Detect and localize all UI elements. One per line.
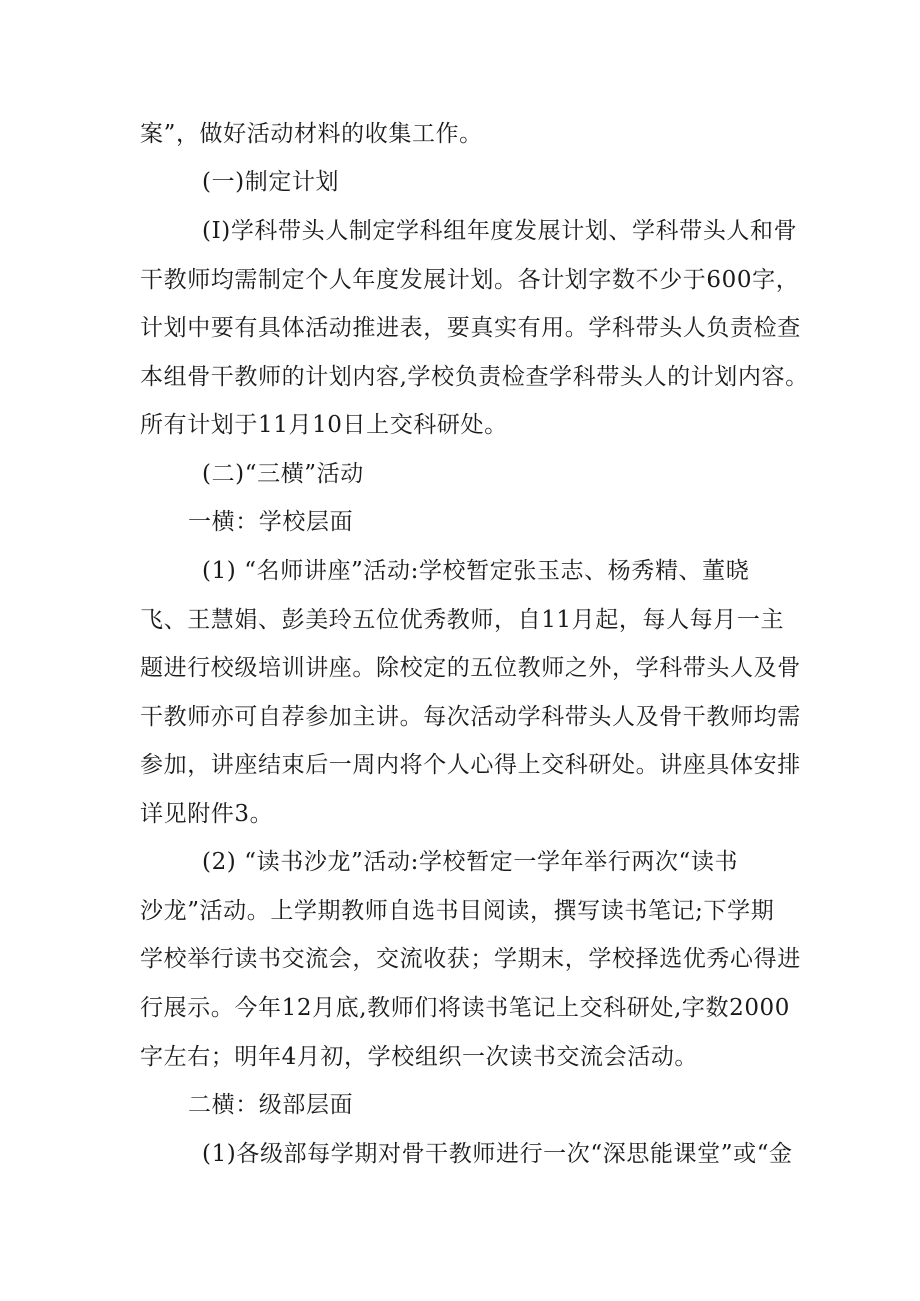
text-line: 干教师亦可自荐参加主讲。每次活动学科带头人及骨干教师均需	[140, 704, 801, 730]
text-line: 计划中要有具体活动推进表，要真实有用。学科带头人负责检查	[140, 315, 801, 341]
section-heading: (二)“三横”活动	[202, 461, 364, 487]
text-line: 参加，讲座结束后一周内将个人心得上交科研处。讲座具体安排	[140, 752, 801, 778]
text-line: (1)各级部每学期对骨干教师进行一次“深思能课堂”或“金	[202, 1141, 793, 1167]
text-line: 学校举行读书交流会，交流收获；学期末，学校择选优秀心得进	[140, 946, 801, 972]
text-line: 沙龙”活动。上学期教师自选书目阅读，撰写读书笔记;下学期	[140, 898, 775, 924]
text-line: 案”，做好活动材料的收集工作。	[140, 121, 483, 147]
text-line: 本组骨干教师的计划内容,学校负责检查学科带头人的计划内容。	[140, 364, 809, 390]
section-heading: (一)制定计划	[202, 169, 340, 195]
subsection-heading: 一横：学校层面	[188, 509, 354, 535]
text-line: 所有计划于11月10日上交科研处。	[140, 412, 508, 438]
text-line: 详见附件3。	[140, 801, 274, 827]
text-line: 干教师均需制定个人年度发展计划。各计划字数不少于600字，	[140, 267, 800, 293]
text-line: 字左右；明年4月初，学校组织一次读书交流会活动。	[140, 1044, 699, 1070]
text-line: 题进行校级培训讲座。除校定的五位教师之外，学科带头人及骨	[140, 655, 801, 681]
text-line: (2) “读书沙龙”活动:学校暂定一学年举行两次“读书	[202, 849, 739, 875]
text-line: (I)学科带头人制定学科组年度发展计划、学科带头人和骨	[202, 218, 798, 244]
text-line: 行展示。今年12月底,教师们将读书笔记上交科研处,字数2000	[140, 995, 791, 1021]
subsection-heading: 二横：级部层面	[188, 1092, 354, 1118]
text-line: 飞、王慧娟、彭美玲五位优秀教师，自11月起，每人每月一主	[140, 607, 785, 633]
text-line: (1) “名师讲座”活动:学校暂定张玉志、杨秀精、董晓	[202, 558, 750, 584]
